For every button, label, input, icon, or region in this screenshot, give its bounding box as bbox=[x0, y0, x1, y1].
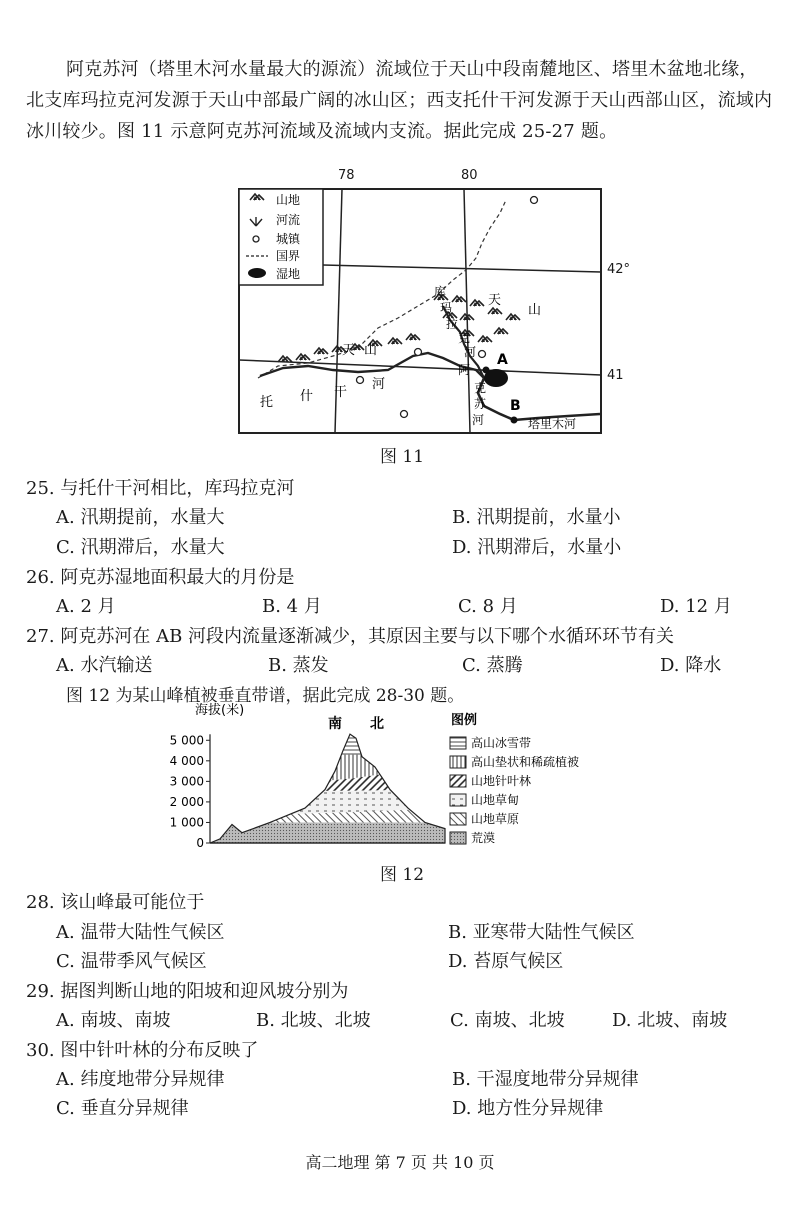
figure-11-caption: 图 11 bbox=[380, 447, 425, 467]
y-tick-label: 1 000 bbox=[169, 815, 204, 830]
q28-option-a[interactable]: A. 温带大陆性气候区 bbox=[56, 922, 225, 943]
town bbox=[479, 351, 486, 358]
figure-12-chart bbox=[169, 700, 615, 855]
label-tuoshigan-4: 河 bbox=[372, 377, 386, 392]
lon-80: 80 bbox=[461, 168, 478, 183]
q26-option-b[interactable]: B. 4 月 bbox=[262, 596, 322, 617]
label-tianshan-west-1: 天 bbox=[342, 343, 356, 358]
q29-option-d[interactable]: D. 北坡、南坡 bbox=[612, 1010, 728, 1031]
label-kumalake-4: 克 bbox=[458, 331, 471, 345]
town-legend-icon bbox=[253, 236, 259, 242]
label-kumalake-2: 玛 bbox=[440, 301, 453, 315]
legend-border: 国界 bbox=[276, 249, 301, 263]
q25-option-c[interactable]: C. 汛期滞后，水量大 bbox=[56, 537, 225, 558]
legend-swatch-alpine bbox=[450, 756, 466, 768]
point-b-dot bbox=[511, 417, 518, 424]
label-tuoshigan-2: 什 bbox=[300, 389, 314, 404]
label-tuoshigan-1: 托 bbox=[260, 395, 274, 410]
q26-option-c[interactable]: C. 8 月 bbox=[458, 596, 518, 617]
legend-alpine: 高山垫状和稀疏植被 bbox=[471, 755, 580, 769]
belt-desert bbox=[210, 822, 445, 843]
y-tick-label: 4 000 bbox=[169, 753, 204, 768]
label-point-b: B bbox=[510, 398, 521, 414]
q29-option-c[interactable]: C. 南坡、北坡 bbox=[450, 1010, 565, 1031]
intro-text: 阿克苏河（塔里木河水量最大的源流）流域位于天山中段南麓地区、塔里木盆地北缘，北支库玛拉克河发源于天山中部最广阔的冰山区；西支托什干河发源于天山西部山区，流域内冰川较少。图 11 示意阿克苏河流域及流域内支流。据此完成 25-27 题。 bbox=[26, 59, 773, 142]
y-tick-label: 0 bbox=[196, 836, 204, 850]
label-tianshan-east-2: 山 bbox=[528, 303, 542, 318]
legend-swatch-desert bbox=[450, 832, 466, 844]
q28-option-c[interactable]: C. 温带季风气候区 bbox=[56, 951, 207, 972]
q28-option-d[interactable]: D. 苔原气候区 bbox=[448, 951, 564, 972]
q30-stem: 30. 图中针叶林的分布反映了 bbox=[26, 1040, 259, 1061]
legend-swatch-meadow bbox=[450, 794, 466, 806]
label-tianshan-west-2: 山 bbox=[364, 343, 378, 358]
figure-11-map bbox=[238, 188, 602, 434]
q26-option-d[interactable]: D. 12 月 bbox=[660, 596, 732, 617]
figure-12-caption: 图 12 bbox=[380, 865, 425, 885]
legend-snow: 高山冰雪带 bbox=[471, 736, 532, 750]
label-kumalake-3: 拉 bbox=[446, 317, 459, 331]
legend-town: 城镇 bbox=[276, 232, 301, 246]
legend-meadow: 山地草甸 bbox=[471, 793, 520, 807]
y-axis-label: 海拔(米) bbox=[195, 703, 245, 718]
label-kumalake-5: 河 bbox=[464, 345, 477, 359]
town bbox=[415, 349, 422, 356]
town bbox=[401, 411, 408, 418]
page-footer: 高二地理 第 7 页 共 10 页 bbox=[305, 1153, 495, 1172]
q30-option-d[interactable]: D. 地方性分异规律 bbox=[452, 1098, 604, 1119]
label-akesu-1: 阿 bbox=[458, 363, 471, 377]
q30-option-b[interactable]: B. 干湿度地带分异规律 bbox=[452, 1069, 639, 1090]
legend-wetland: 湿地 bbox=[276, 267, 301, 281]
label-tuoshigan-3: 干 bbox=[334, 385, 348, 400]
q25-option-d[interactable]: D. 汛期滞后，水量小 bbox=[452, 537, 622, 558]
q26-stem: 26. 阿克苏湿地面积最大的月份是 bbox=[26, 567, 295, 588]
label-kumalake-1: 库 bbox=[434, 285, 447, 299]
legend-desert: 荒漠 bbox=[471, 831, 496, 845]
legend-mountain: 山地 bbox=[276, 193, 301, 207]
label-point-a: A bbox=[497, 352, 508, 368]
intro-paragraph bbox=[26, 54, 774, 147]
y-tick-label: 2 000 bbox=[169, 794, 204, 809]
wetland-legend-icon bbox=[248, 268, 266, 278]
label-akesu-3: 苏 bbox=[474, 397, 487, 411]
lon-78: 78 bbox=[338, 168, 355, 183]
legend-swatch-steppe bbox=[450, 813, 466, 825]
town bbox=[531, 197, 538, 204]
lat-41: 41 bbox=[607, 368, 624, 383]
q30-option-a[interactable]: A. 纬度地带分异规律 bbox=[56, 1069, 225, 1090]
belt-conifer bbox=[210, 765, 445, 792]
q25-stem: 25. 与托什干河相比，库玛拉克河 bbox=[26, 478, 295, 499]
legend-conifer: 山地针叶林 bbox=[471, 774, 532, 788]
q27-stem: 27. 阿克苏河在 AB 河段内流量逐渐减少，其原因主要与以下哪个水循环环节有关 bbox=[26, 626, 675, 647]
q27-option-a[interactable]: A. 水汽输送 bbox=[56, 655, 153, 676]
legend-swatch-snow bbox=[450, 737, 466, 749]
label-akesu-2: 克 bbox=[474, 381, 487, 395]
belt-snow bbox=[210, 730, 445, 755]
fig12-legend-title: 图例 bbox=[451, 713, 478, 728]
lat-42: 42° bbox=[607, 262, 631, 277]
q27-option-c[interactable]: C. 蒸腾 bbox=[462, 655, 523, 676]
q28-stem: 28. 该山峰最可能位于 bbox=[26, 892, 205, 913]
label-tianshan-east-1: 天 bbox=[488, 293, 502, 308]
legend-river: 河流 bbox=[276, 213, 301, 227]
legend-steppe: 山地草原 bbox=[471, 812, 520, 826]
label-south: 南 bbox=[328, 716, 342, 732]
label-north: 北 bbox=[370, 716, 384, 732]
q30-option-c[interactable]: C. 垂直分异规律 bbox=[56, 1098, 189, 1119]
legend-swatch-conifer bbox=[450, 775, 466, 787]
town bbox=[357, 377, 364, 384]
fig12-intro: 图 12 为某山峰植被垂直带谱，据此完成 28-30 题。 bbox=[66, 686, 465, 706]
q29-option-a[interactable]: A. 南坡、南坡 bbox=[56, 1010, 171, 1031]
q25-option-b[interactable]: B. 汛期提前，水量小 bbox=[452, 507, 621, 528]
q25-option-a[interactable]: A. 汛期提前，水量大 bbox=[56, 507, 225, 528]
y-tick-label: 3 000 bbox=[169, 774, 204, 789]
label-tarim: 塔里木河 bbox=[528, 417, 577, 431]
label-akesu-4: 河 bbox=[472, 413, 485, 427]
point-a-dot bbox=[483, 367, 490, 374]
q28-option-b[interactable]: B. 亚寒带大陆性气候区 bbox=[448, 922, 635, 943]
q29-option-b[interactable]: B. 北坡、北坡 bbox=[256, 1010, 371, 1031]
q27-option-b[interactable]: B. 蒸发 bbox=[268, 655, 329, 676]
y-tick-label: 5 000 bbox=[169, 733, 204, 748]
q29-stem: 29. 据图判断山地的阳坡和迎风坡分别为 bbox=[26, 981, 349, 1002]
q26-option-a[interactable]: A. 2 月 bbox=[56, 596, 116, 617]
q27-option-d[interactable]: D. 降水 bbox=[660, 655, 722, 676]
vegetation-profile bbox=[210, 730, 445, 843]
